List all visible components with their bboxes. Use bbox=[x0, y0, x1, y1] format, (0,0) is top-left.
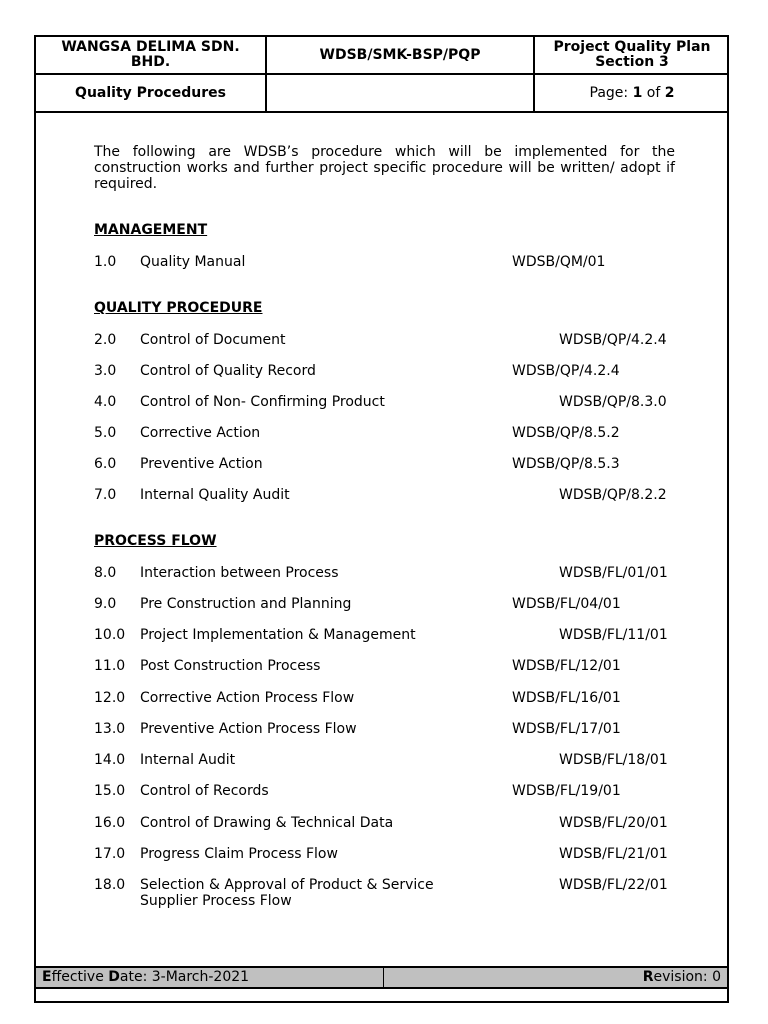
item-number: 11.0 bbox=[94, 658, 126, 674]
revision-text: evision: 0 bbox=[653, 969, 721, 985]
list-item bbox=[94, 394, 694, 428]
subject-cell bbox=[36, 75, 267, 111]
item-number: 8.0 bbox=[94, 565, 117, 581]
item-code: WDSB/FL/11/01 bbox=[559, 627, 668, 643]
item-code: WDSB/QM/01 bbox=[512, 254, 606, 270]
item-label: Preventive Action Process Flow bbox=[140, 721, 357, 737]
item-code: WDSB/FL/16/01 bbox=[512, 690, 621, 706]
item-code: WDSB/FL/12/01 bbox=[512, 658, 621, 674]
item-label: Control of Drawing & Technical Data bbox=[140, 815, 394, 831]
item-number: 10.0 bbox=[94, 627, 126, 643]
list-item bbox=[94, 565, 694, 599]
item-code: WDSB/FL/20/01 bbox=[559, 815, 668, 831]
item-code: WDSB/FL/22/01 bbox=[559, 877, 668, 893]
intro-paragraph: The following are WDSB’s procedure which will be implemented for the construction works and further project specific procedure will be written/ adopt if required. bbox=[94, 144, 675, 192]
list-item bbox=[94, 596, 694, 630]
item-number: 5.0 bbox=[94, 425, 117, 441]
date-initial: D bbox=[108, 969, 120, 985]
item-label: Control of Quality Record bbox=[140, 363, 316, 379]
item-label: Preventive Action bbox=[140, 456, 263, 472]
item-label: Internal Audit bbox=[140, 752, 236, 768]
effective-text: ffective bbox=[51, 969, 109, 985]
list-item bbox=[94, 877, 694, 917]
item-label: Quality Manual bbox=[140, 254, 246, 270]
list-item bbox=[94, 721, 694, 755]
company-name: WANGSA DELIMA SDN. BHD. bbox=[61, 39, 240, 70]
item-label: Post Construction Process bbox=[140, 658, 321, 674]
plan-title: Project Quality Plan bbox=[553, 39, 711, 55]
item-label: Progress Claim Process Flow bbox=[140, 846, 338, 862]
item-number: 18.0 bbox=[94, 877, 126, 893]
heading-management: MANAGEMENT bbox=[94, 222, 208, 238]
item-number: 2.0 bbox=[94, 332, 117, 348]
item-number: 3.0 bbox=[94, 363, 117, 379]
item-number: 16.0 bbox=[94, 815, 126, 831]
effective-initial: E bbox=[42, 969, 52, 985]
item-label-line-1: Selection & Approval of Product & Service bbox=[140, 877, 434, 893]
empty-cell bbox=[267, 75, 535, 111]
document-footer bbox=[36, 966, 727, 989]
revision bbox=[643, 968, 721, 987]
page-label: Page: bbox=[589, 85, 629, 101]
item-code: WDSB/FL/04/01 bbox=[512, 596, 621, 612]
item-number: 12.0 bbox=[94, 690, 126, 706]
item-code: WDSB/QP/8.5.3 bbox=[512, 456, 620, 472]
list-item bbox=[94, 627, 694, 661]
heading-quality-procedure: QUALITY PROCEDURE bbox=[94, 300, 263, 316]
item-label: Control of Non- Confirming Product bbox=[140, 394, 385, 410]
item-number: 4.0 bbox=[94, 394, 117, 410]
item-label: Internal Quality Audit bbox=[140, 487, 290, 503]
page-of: of bbox=[646, 85, 661, 101]
page-indicator bbox=[590, 85, 675, 101]
item-code: WDSB/QP/8.5.2 bbox=[512, 425, 620, 441]
plan-cell bbox=[535, 37, 729, 73]
section-label: Section 3 bbox=[595, 54, 669, 70]
item-code: WDSB/QP/4.2.4 bbox=[512, 363, 620, 379]
list-item bbox=[94, 254, 694, 288]
item-number: 17.0 bbox=[94, 846, 126, 862]
item-code: WDSB/QP/8.3.0 bbox=[559, 394, 667, 410]
list-item bbox=[94, 487, 694, 521]
item-label-line-2: Supplier Process Flow bbox=[140, 893, 292, 909]
doc-code-cell bbox=[267, 37, 535, 73]
item-label: Interaction between Process bbox=[140, 565, 339, 581]
item-label: Project Implementation & Management bbox=[140, 627, 416, 643]
item-code: WDSB/QP/8.2.2 bbox=[559, 487, 667, 503]
item-label: Corrective Action bbox=[140, 425, 261, 441]
item-number: 13.0 bbox=[94, 721, 126, 737]
list-item bbox=[94, 846, 694, 880]
list-item bbox=[94, 783, 694, 817]
item-label bbox=[140, 877, 480, 909]
heading-process-flow: PROCESS FLOW bbox=[94, 533, 217, 549]
date-text: ate: 3-March-2021 bbox=[119, 969, 250, 985]
item-number: 7.0 bbox=[94, 487, 117, 503]
item-label: Corrective Action Process Flow bbox=[140, 690, 355, 706]
subject-title: Quality Procedures bbox=[75, 84, 226, 101]
list-item bbox=[94, 752, 694, 786]
item-label: Control of Records bbox=[140, 783, 269, 799]
page-total: 2 bbox=[664, 85, 675, 101]
item-label: Control of Document bbox=[140, 332, 286, 348]
list-item bbox=[94, 690, 694, 724]
document-code: WDSB/SMK-BSP/PQP bbox=[319, 46, 481, 63]
item-code: WDSB/FL/17/01 bbox=[512, 721, 621, 737]
item-code: WDSB/FL/19/01 bbox=[512, 783, 621, 799]
revision-initial: R bbox=[642, 969, 654, 985]
item-label: Pre Construction and Planning bbox=[140, 596, 352, 612]
document-frame bbox=[34, 35, 729, 1003]
item-number: 15.0 bbox=[94, 783, 126, 799]
page-current: 1 bbox=[632, 85, 643, 101]
item-code: WDSB/QP/4.2.4 bbox=[559, 332, 667, 348]
item-code: WDSB/FL/01/01 bbox=[559, 565, 668, 581]
item-number: 14.0 bbox=[94, 752, 126, 768]
page-cell bbox=[535, 75, 729, 111]
effective-date bbox=[36, 968, 384, 987]
item-number: 1.0 bbox=[94, 254, 117, 270]
list-item bbox=[94, 658, 694, 692]
item-number: 9.0 bbox=[94, 596, 117, 612]
list-item bbox=[94, 425, 694, 459]
item-number: 6.0 bbox=[94, 456, 117, 472]
list-item bbox=[94, 363, 694, 397]
item-code: WDSB/FL/18/01 bbox=[559, 752, 668, 768]
list-item bbox=[94, 456, 694, 490]
item-code: WDSB/FL/21/01 bbox=[559, 846, 668, 862]
header-row-2 bbox=[36, 75, 727, 113]
header-row-1 bbox=[36, 37, 727, 75]
list-item bbox=[94, 815, 694, 849]
list-item bbox=[94, 332, 694, 366]
company-cell bbox=[36, 37, 267, 73]
